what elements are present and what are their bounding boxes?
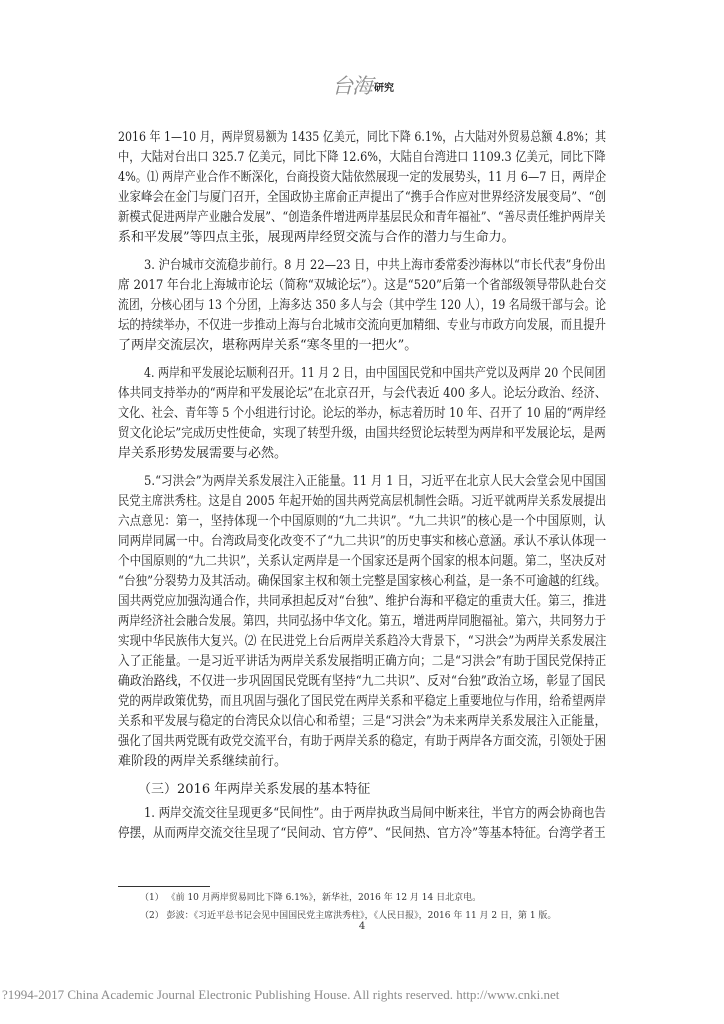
body-line: 党的两岸政策优势，而且巩固与强化了国民党在两岸关系和平稳定上重要地位与作用，给希望两岸 bbox=[118, 694, 607, 709]
body-line: 六点意见：第一，坚持体现一个中国原则的“九二共识”。“九二共识”的核心是一个中国原则，认 bbox=[118, 514, 606, 529]
body-line: 两岸经济社会融合发展。第四，共同弘扬中华文化。第五，增进两岸同胞福祉。第六，共同努力于 bbox=[118, 614, 607, 629]
body-line: 强化了国共两党既有政党交流平台，有助于两岸关系的稳定，有助于两岸各方面交流，引领处于困 bbox=[118, 734, 607, 749]
body-line: 3. 沪台城市交流稳步前行。8 月 22—23 日，中共上海市委常委沙海林以“市长代表”身份出 bbox=[144, 258, 606, 273]
body-line: 入了正能量。一是习近平讲话为两岸关系发展指明正确方向；二是“习洪会”有助于国民党保持正 bbox=[118, 654, 607, 669]
body-line: 难阶段的两岸关系继续前行。 bbox=[118, 754, 288, 769]
body-line: 同两岸同属一中。台湾政局变化改变不了“九二共识”的历史事实和核心意涵。承认不承认体现一 bbox=[118, 534, 607, 549]
body-line: 贸文化论坛”完成历史性使命，实现了转型升级，由国共经贸论坛转型为两岸和平发展论坛，是两 bbox=[118, 426, 606, 441]
logo-sub-text: 研究 bbox=[374, 83, 394, 94]
footnote: （2） 彭波：《习近平总书记会见中国国民党主席洪秀柱》，《人民日报》，2016 年 11 月 2 日，第 1 版。 bbox=[140, 911, 557, 921]
body-line: 4%。⑴ 两岸产业合作不断深化，台商投资大陆依然展现一定的发展势头，11 月 6—7 日，两岸企 bbox=[118, 170, 607, 185]
journal-logo bbox=[332, 72, 402, 98]
body-line: 体共同支持举办的“两岸和平发展论坛”在北京召开，与会代表近 400 多人。论坛分政治、经济、 bbox=[118, 386, 607, 401]
body-line: 业家峰会在金门与厦门召开，全国政协主席俞正声提出了“携手合作应对世界经济发展变局”、“创 bbox=[118, 190, 606, 205]
body-line: 了两岸交流层次，堪称两岸关系“寒冬里的一把火”。 bbox=[118, 338, 418, 353]
body-line: 中，大陆对台出口 325.7 亿美元，同比下降 12.6%，大陆自台湾进口 1109.3 亿美元，同比下降 bbox=[118, 150, 606, 165]
body-line: 5.“习洪会”为两岸关系发展注入正能量。11 月 1 日，习近平在北京人民大会堂会见中国国 bbox=[144, 474, 606, 489]
footnote: （1） 《前 10 月两岸贸易同比下降 6.1%》，新华社，2016 年 12 月 14 日北京电。 bbox=[140, 893, 482, 903]
body-line: 席 2017 年台北上海城市论坛（简称“双城论坛”）。这是“520”后第一个省部级领导带队赴台交 bbox=[118, 278, 607, 293]
body-line: 1. 两岸交流交往呈现更多“民间性”。由于两岸执政当局间中断来往，半官方的两会协商也告 bbox=[144, 806, 606, 821]
body-line: 文化、社会、青年等 5 个小组进行讨论。论坛的举办，标志着历时 10 年、召开了 10 届的“两岸经 bbox=[118, 406, 606, 421]
body-line: 岸关系形势发展需要与必然。 bbox=[118, 446, 288, 461]
body-line: 4. 两岸和平发展论坛顺利召开。11 月 2 日，由中国国民党和中国共产党以及两岸 20 个民间团 bbox=[144, 366, 606, 381]
body-line: 确政治路线，不仅进一步巩固国民党既有坚持“九二共识”、反对“台独”政治立场，彰显了国民 bbox=[118, 674, 606, 689]
logo-main-text: 台海 bbox=[332, 74, 372, 98]
body-line: 系和平发展”等四点主张，展现两岸经贸交流与合作的潜力与生命力。 bbox=[118, 230, 515, 245]
body-line: 坛的持续举办，不仅进一步推动上海与台北城市交流向更加精细、专业与市政方向发展，而且提升 bbox=[118, 318, 607, 333]
body-line: “台独”分裂势力及其活动。确保国家主权和领土完整是国家核心利益，是一条不可逾越的红线。 bbox=[118, 574, 607, 589]
body-line: 流团，分核心团与 13 个分团，上海多达 350 多人与会（其中学生 120 人），19 名局级干部与会。论 bbox=[118, 298, 607, 313]
page-number: 4 bbox=[358, 921, 366, 932]
body-line: 国共两党应加强沟通合作，共同承担起反对“台独”、维护台海和平稳定的重责大任。第三，推进 bbox=[118, 594, 607, 609]
body-line: 个中国原则的“九二共识”，关系认定两岸是一个国家还是两个国家的根本问题。第二，坚决反对 bbox=[118, 554, 607, 569]
copyright-notice: ?1994-2017 China Academic Journal Electronic Publishing House. All rights reserved. http://www.cnki.net bbox=[2, 987, 560, 1002]
body-line: 实现中华民族伟大复兴。⑵ 在民进党上台后两岸关系趋冷大背景下，“习洪会”为两岸关系发展注 bbox=[118, 634, 607, 649]
section-heading: （三）2016 年两岸关系发展的基本特征 bbox=[138, 782, 371, 797]
body-line: 2016 年 1—10 月，两岸贸易额为 1435 亿美元，同比下降 6.1%，占大陆对外贸易总额 4.8%；其 bbox=[118, 130, 606, 145]
footnote-divider bbox=[118, 886, 210, 887]
body-line: 民党主席洪秀柱。这是自 2005 年起开始的国共两党高层机制性会晤。习近平就两岸关系发展提出 bbox=[118, 494, 607, 509]
body-line: 关系和平发展与稳定的台湾民众以信心和希望；三是“习洪会”为未来两岸关系发展注入正能量， bbox=[118, 714, 607, 729]
body-line: 停摆，从而两岸交流交往呈现了“民间动、官方停”、“民间热、官方冷”等基本特征。台湾学者王 bbox=[118, 826, 606, 841]
body-line: 新模式促进两岸产业融合发展”、“创造条件增进两岸基层民众和青年福祉”、“善尽责任维护两岸关 bbox=[118, 210, 606, 225]
